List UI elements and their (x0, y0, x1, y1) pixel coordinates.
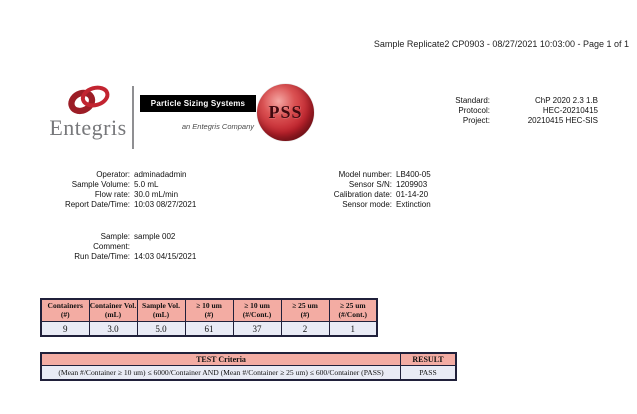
criteria-text: (Mean #/Container ≥ 10 um) ≤ 6000/Container AND (Mean #/Container ≥ 25 um) ≤ 600/Container (PASS) (41, 366, 401, 381)
column-header (137, 299, 185, 322)
info-label: Comment: (93, 242, 130, 251)
info-value: 10:03 08/27/2021 (134, 200, 197, 209)
instrument-info (296, 170, 506, 210)
info-label: Sensor S/N: (348, 180, 392, 189)
column-unit: (#) (204, 309, 214, 319)
entegris-logo (44, 84, 132, 141)
column-unit: (mL) (152, 309, 170, 319)
info-label: Flow rate: (94, 190, 130, 199)
pss-badge-icon (257, 84, 314, 141)
test-table-data-row (41, 366, 456, 381)
info-value: HEC-20210415 (542, 106, 598, 115)
info-value: 20210415 HEC-SIS (527, 116, 598, 125)
info-value: adminadadmin (134, 170, 187, 179)
info-label: Protocol: (458, 106, 490, 115)
column-title: ≥ 10 um (244, 301, 270, 310)
info-label: Calibration date: (333, 190, 392, 199)
division-block (140, 95, 256, 131)
info-value: LB400-05 (396, 170, 431, 179)
counts-table-data-row (41, 322, 377, 337)
column-header (89, 299, 137, 322)
criteria-header: TEST Criteria (41, 353, 401, 366)
info-value: sample 002 (134, 232, 176, 241)
sample-info (36, 232, 284, 262)
info-value: 1209903 (396, 180, 428, 189)
table-cell: 9 (41, 322, 89, 337)
info-label: Sample: (100, 232, 130, 241)
info-value (134, 242, 284, 252)
info-value: 01-14-20 (396, 190, 429, 199)
info-label: Operator: (96, 170, 130, 179)
table-cell: 61 (185, 322, 233, 337)
info-label: Project: (462, 116, 490, 125)
info-label: Model number: (338, 170, 392, 179)
column-title: Container Vol. (89, 301, 137, 310)
column-unit: (#/Cont.) (338, 309, 368, 319)
column-title: ≥ 25 um (339, 301, 366, 310)
table-cell: 3.0 (89, 322, 137, 337)
table-cell: 5.0 (137, 322, 185, 337)
column-title: Sample Vol. (142, 301, 180, 310)
info-value: Extinction (396, 200, 431, 209)
column-unit: (#) (300, 309, 310, 319)
column-title: ≥ 25 um (292, 301, 318, 310)
entegris-rings-icon (61, 84, 115, 118)
info-value: 5.0 mL (134, 180, 159, 189)
column-title: ≥ 10 um (196, 301, 222, 310)
column-header (281, 299, 329, 322)
column-unit: (mL) (104, 309, 122, 319)
info-value: 30.0 mL/min (134, 190, 179, 199)
info-value: 14:03 04/15/2021 (134, 252, 197, 261)
test-table-header-row (41, 353, 456, 366)
info-label: Standard: (455, 96, 490, 105)
pss-badge-text: PSS (268, 102, 303, 122)
column-header (329, 299, 377, 322)
info-label: Sensor mode: (342, 200, 392, 209)
division-tagline: an Entegris Company (181, 122, 254, 131)
entegris-wordmark: Entegris (49, 115, 127, 140)
counts-table-header-row (41, 299, 377, 322)
column-header (233, 299, 281, 322)
division-name: Particle Sizing Systems (140, 95, 256, 112)
column-header (185, 299, 233, 322)
table-cell: 37 (233, 322, 281, 337)
column-header (41, 299, 89, 322)
column-unit: (#/Cont.) (242, 309, 272, 319)
test-criteria-table (40, 352, 457, 381)
column-unit: (#) (60, 309, 70, 319)
info-label: Sample Volume: (71, 180, 130, 189)
counts-table (40, 298, 378, 337)
info-label: Run Date/Time: (74, 252, 130, 261)
table-cell: 2 (281, 322, 329, 337)
page-header: Sample Replicate2 CP0903 - 08/27/2021 10:03:00 - Page 1 of 1 (373, 39, 629, 49)
table-cell: 1 (329, 322, 377, 337)
logo-divider (132, 86, 134, 149)
result-header: RESULT (401, 353, 457, 366)
info-label: Report Date/Time: (64, 200, 130, 209)
run-info (36, 170, 284, 210)
info-value: ChP 2020 2.3 1.B (534, 96, 598, 105)
result-value: PASS (401, 366, 457, 381)
project-info (436, 96, 598, 126)
column-title: Containers (47, 301, 83, 310)
